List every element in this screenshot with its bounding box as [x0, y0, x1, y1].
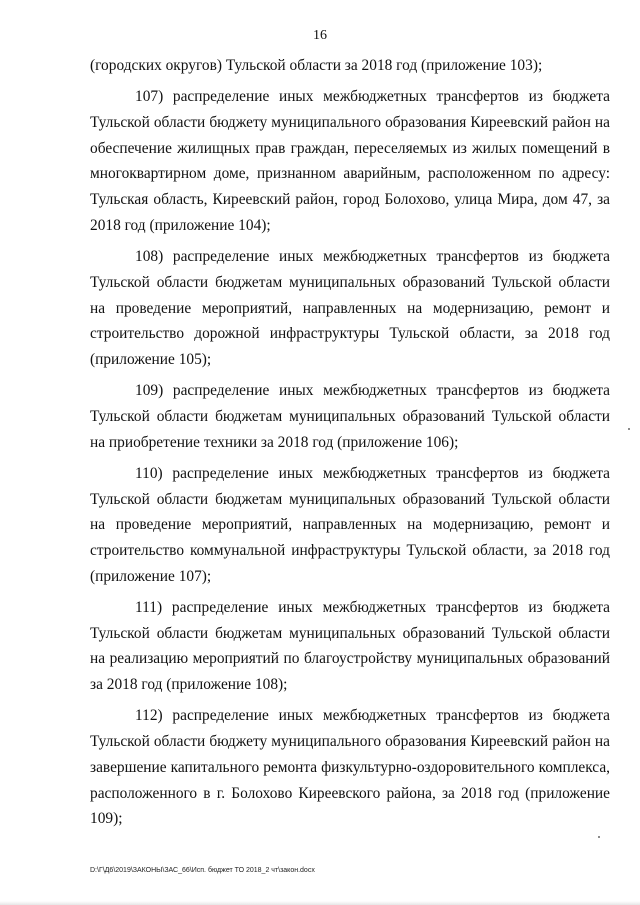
paragraph-item-110: 110) распределение иных межбюджетных трансфертов из бюджета Тульской области бюджетам муниципальных образований Тульской области на проведение мероприятий, направленных на модернизацию, ремонт и строительство коммунальной инфраструктуры Тульской области, за 2018 год (приложение 107); [90, 464, 610, 585]
document-body [90, 53, 610, 838]
paragraph-item-108: 108) распределение иных межбюджетных трансфертов из бюджета Тульской области бюджетам муниципальных образований Тульской области на проведение мероприятий, направленных на модернизацию, ремонт и строительство дорожной инфраструктуры Тульской области, за 2018 год (приложение 105); [90, 248, 610, 368]
paragraph-item-111: 111) распределение иных межбюджетных трансфертов из бюджета Тульской области бюджетам муниципальных образований Тульской области на реализацию мероприятий по благоустройству муниципальных образований за 2018 год (приложение 108); [90, 599, 610, 694]
scan-edge [0, 901, 640, 905]
paragraph-item-112: 112) распределение иных межбюджетных трансфертов из бюджета Тульской области бюджету муниципального образования Киреевский район на завершение капитального ремонта физкультурно-оздоровительного комплекса, расположенного в г. Болохово Киреевского района, за 2018 год (приложение 109); [90, 707, 610, 828]
paragraph-item-107: 107) распределение иных межбюджетных трансфертов из бюджета Тульской области бюджету муниципального образования Киреевский район на обеспечение жилищных прав граждан, переселяемых из жилых помещений в многоквартирном доме, признанном аварийным, расположенном по адресу: Тульская область, Киреевский район, город Болохово, улица Мира, дом 47, за 2018 год (приложение 104); [90, 88, 610, 234]
scan-speck [628, 428, 630, 430]
scan-speck [598, 836, 600, 838]
paragraph-continuation: (городских округов) Тульской области за 2018 год (приложение 103); [90, 57, 543, 74]
paragraph-item-109: 109) распределение иных межбюджетных трансфертов из бюджета Тульской области бюджетам муниципальных образований Тульской области на приобретение техники за 2018 год (приложение 106); [90, 382, 610, 451]
page-number: 16 [313, 28, 327, 43]
footer-file-path: D:\Г\Д6\2019\ЗАКОНЫ\ЗАС_66\Исп. бюджет ТО 2018_2 чт\закон.docx [90, 867, 315, 874]
